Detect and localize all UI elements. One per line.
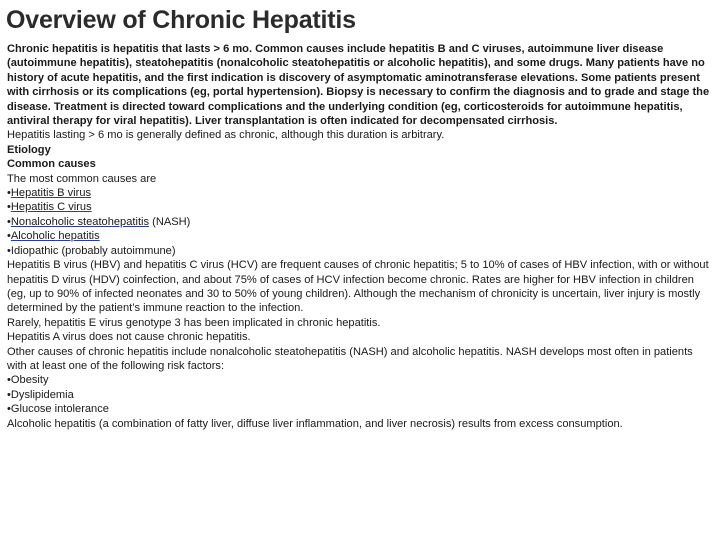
bullet-icon: •: [7, 244, 11, 257]
bullet-icon: •: [7, 230, 11, 243]
risk-factor: Dyslipidemia: [10, 388, 74, 401]
bullet-icon: •: [7, 374, 11, 387]
bullet-icon: •: [7, 403, 11, 416]
risk-factor: Obesity: [10, 374, 49, 387]
common-causes-heading: Common causes: [7, 158, 96, 171]
slide-body: [7, 42, 713, 431]
common-causes-intro: The most common causes are: [7, 172, 157, 185]
list-item: [7, 402, 713, 416]
list-item: [7, 229, 713, 243]
alcoholic-paragraph: Alcoholic hepatitis (a combination of fatty liver, diffuse liver inflammation, and liver necrosis) results from excess consumption.: [7, 417, 623, 430]
nash-abbreviation: (NASH): [149, 215, 191, 228]
list-item: [7, 244, 713, 258]
hev-paragraph: Rarely, hepatitis E virus genotype 3 has been implicated in chronic hepatitis.: [7, 316, 381, 329]
bullet-icon: •: [7, 388, 11, 401]
bullet-icon: •: [7, 215, 11, 228]
intro-paragraph: Chronic hepatitis is hepatitis that lasts > 6 mo. Common causes include hepatitis B and C viruses, autoimmune liver disease (autoimmune hepatitis), steatohepatitis (nonalcoholic steatohepatitis or alcoholic hepatitis), and some drugs. Many patients have no history of acute hepatitis, and the first indication is discovery of asymptomatic aminotransferase elevations. Some patients present with cirrhosis or its complications (eg, portal hypertension). Biopsy is necessary to confirm the diagnosis and to grade and stage the disease. Treatment is directed toward complications and the underlying condition (eg, corticosteroids for autoimmune hepatitis, antiviral therapy for viral hepatitis). Liver transplantation is often indicated for decompensated cirrhosis.: [7, 43, 710, 128]
page-title: Overview of Chronic Hepatitis: [6, 6, 356, 34]
list-item: [7, 200, 713, 214]
hbv-hcv-paragraph: Hepatitis B virus (HBV) and hepatitis C virus (HCV) are frequent causes of chronic hepatitis; 5 to 10% of cases of HBV infection, with or without hepatitis D virus (HDV) coinfection, and about 75% of cases of HCV infection become chronic. Rates are higher for HBV infection in children (eg, up to 90% of infected neonates and 30 to 50% of young children). Although the mechanism of chronicity is uncertain, liver injury is mostly determined by the patient’s immune reaction to the infection.: [7, 259, 709, 315]
list-item: [7, 373, 713, 387]
link-alcoholic-hepatitis[interactable]: Alcoholic hepatitis: [10, 230, 100, 243]
link-hepatitis-c[interactable]: Hepatitis C virus: [10, 201, 92, 214]
list-item: [7, 215, 713, 229]
hav-paragraph: Hepatitis A virus does not cause chronic hepatitis.: [7, 331, 251, 344]
link-hepatitis-b[interactable]: Hepatitis B virus: [10, 187, 92, 200]
link-nash[interactable]: Nonalcoholic steatohepatitis: [10, 215, 150, 228]
bullet-icon: •: [7, 187, 11, 200]
bullet-icon: •: [7, 201, 11, 214]
list-item: [7, 388, 713, 402]
risk-factor: Glucose intolerance: [10, 403, 109, 416]
duration-note: Hepatitis lasting > 6 mo is generally defined as chronic, although this duration is arbitrary.: [7, 129, 445, 142]
idiopathic-cause: Idiopathic (probably autoimmune): [10, 244, 176, 257]
etiology-heading: Etiology: [7, 143, 51, 156]
list-item: [7, 186, 713, 200]
other-causes-paragraph: Other causes of chronic hepatitis include nonalcoholic steatohepatitis (NASH) and alcoholic hepatitis. NASH develops most often in patients with at least one of the following risk factors:: [7, 345, 693, 372]
